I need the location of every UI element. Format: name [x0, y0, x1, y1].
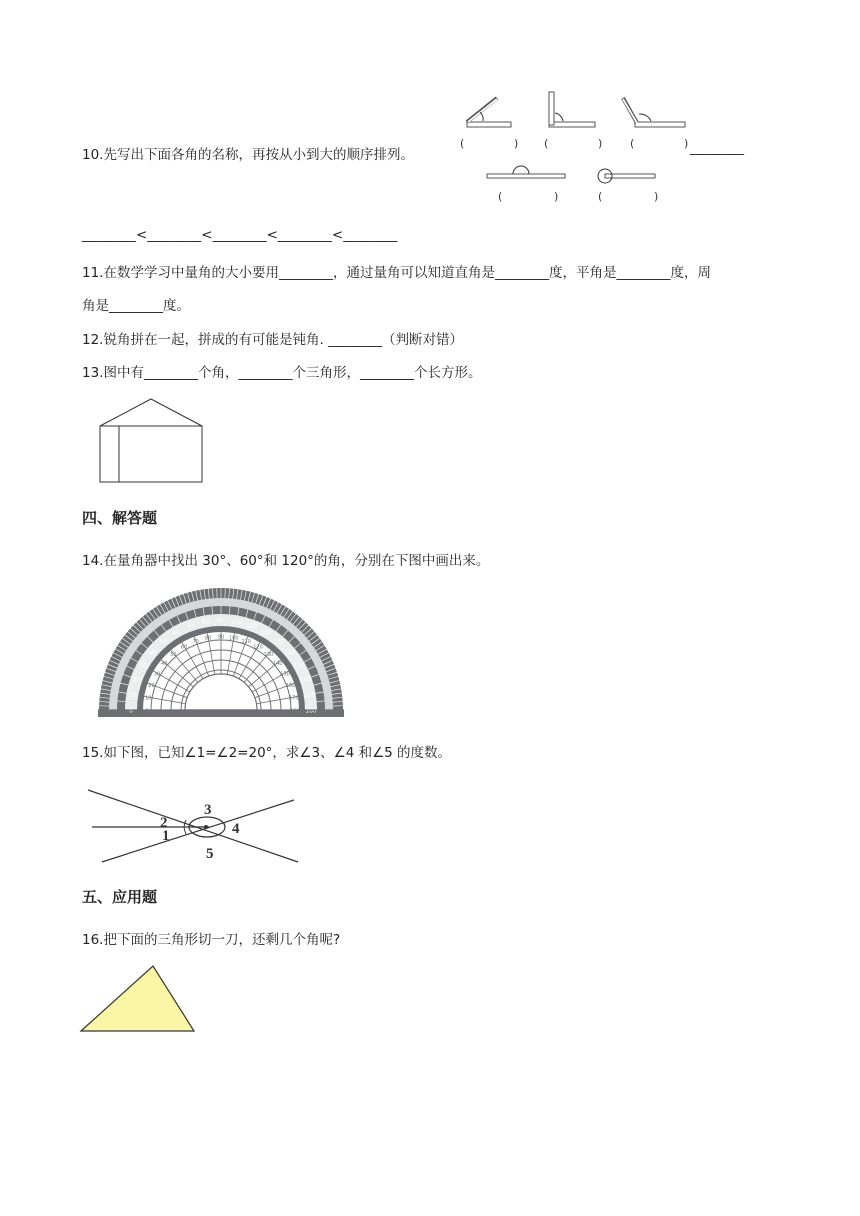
q10-paren-5-close: ): [654, 190, 659, 203]
protractor-inner-tick-label: 30: [153, 671, 161, 678]
protractor-inner-tick-label: 40: [161, 660, 168, 667]
q10-paren-3-open: (: [630, 137, 635, 150]
acute-angle-figure: [467, 98, 511, 127]
q10-paren-4-open: (: [498, 190, 503, 203]
protractor-inner-tick-label: 0: [145, 708, 149, 715]
angle-label-3: 3: [204, 802, 212, 818]
protractor-tick-label: 170: [303, 691, 316, 699]
protractor-tick-label: 50: [159, 638, 167, 646]
protractor-figure: [94, 582, 348, 718]
angle-label-4: 4: [232, 821, 240, 837]
protractor-tick-label: 100: [230, 618, 243, 626]
protractor-tick-label: 40: [148, 649, 156, 657]
protractor-tick-label: 120: [260, 629, 272, 637]
protractor-inner-tick-label: 130: [263, 651, 274, 658]
protractor-inner-tick-label: 170: [289, 695, 299, 702]
q11-line1: 11.在数学学习中量角的大小要用________，通过量角可以知道直角是________度，平角是________度，周: [82, 265, 711, 281]
q10-paren-4-close: ): [554, 190, 559, 203]
q15-angle-figure: [86, 780, 306, 870]
protractor-inner-tick-label: 70: [192, 638, 199, 645]
protractor-tick-label: 110: [246, 622, 258, 630]
protractor-inner-tick-label: 110: [241, 638, 252, 645]
protractor-inner-tick-label: 90: [217, 634, 225, 641]
protractor-inner-tick-label: 120: [253, 644, 263, 651]
protractor-inner-tick-label: 160: [285, 683, 296, 690]
protractor-inner-tick-label: 150: [280, 671, 290, 678]
protractor-inner-tick-label: 140: [272, 660, 283, 667]
protractor-tick-label: 0: [129, 707, 133, 715]
q12-text: 12.锐角拼在一起，拼成的有可能是钝角. ________（判断对错）: [82, 332, 464, 348]
q15-text: 15.如下图，已知∠1=∠2=20°，求∠3、∠4 和∠5 的度数。: [82, 745, 452, 761]
q10-paren-1-open: (: [460, 137, 465, 150]
protractor-tick-label: 150: [293, 662, 305, 670]
protractor-inner-tick-label: 80: [204, 635, 212, 642]
q10-paren-1-close: ): [514, 137, 519, 150]
q13-text: 13.图中有________个角，________个三角形，________个长方形。: [82, 365, 482, 381]
protractor-tick-label: 130: [273, 638, 285, 646]
right-angle-figure: [549, 92, 595, 127]
protractor-tick-label: 180: [305, 707, 317, 715]
q10-paren-3-close: ): [684, 137, 689, 150]
section5-heading: 五、应用题: [82, 888, 158, 906]
q10-answer-blank: ________: [690, 140, 744, 156]
q13-house-figure: [96, 396, 206, 486]
q14-text: 14.在量角器中找出 30°、60°和 120°的角，分别在下图中画出来。: [82, 553, 490, 569]
q11-line2: 角是________度。: [82, 298, 190, 314]
protractor-tick-label: 80: [201, 618, 210, 626]
protractor-inner-tick-label: 20: [148, 683, 155, 690]
protractor-inner-tick-label: 50: [170, 651, 177, 658]
protractor-inner-tick-label: 180: [290, 708, 300, 715]
q10-order-line: ________<________<________<________<________: [82, 227, 398, 243]
angle-label-1: 1: [162, 828, 170, 844]
protractor-tick-label: 60: [172, 629, 180, 637]
section4-heading: 四、解答题: [82, 509, 158, 527]
round-angle-figure: [598, 169, 655, 183]
straight-angle-figure: [487, 166, 565, 178]
q10-paren-2-close: ): [598, 137, 603, 150]
protractor-inner-tick-label: 60: [180, 644, 188, 651]
q10-paren-5-open: (: [598, 190, 603, 203]
q16-triangle-figure: [78, 962, 198, 1034]
angle-label-5: 5: [206, 846, 214, 862]
protractor-tick-label: 10: [128, 691, 137, 699]
protractor-inner-tick-label: 10: [144, 695, 152, 702]
protractor-inner-tick-label: 100: [229, 635, 239, 642]
protractor-tick-label: 160: [299, 676, 312, 684]
q10-text: 10.先写出下面各角的名称，再按从小到大的顺序排列。: [82, 147, 414, 163]
protractor-tick-label: 30: [139, 662, 147, 670]
obtuse-angle-figure: [623, 98, 685, 127]
angle-label-2: 2: [160, 815, 168, 831]
protractor-tick-label: 140: [284, 649, 296, 657]
protractor-tick-label: 70: [186, 622, 195, 630]
q16-text: 16.把下面的三角形切一刀，还剩几个角呢?: [82, 932, 341, 948]
protractor-tick-label: 90: [217, 617, 225, 625]
q10-paren-2-open: (: [544, 137, 549, 150]
protractor-tick-label: 20: [132, 676, 141, 684]
